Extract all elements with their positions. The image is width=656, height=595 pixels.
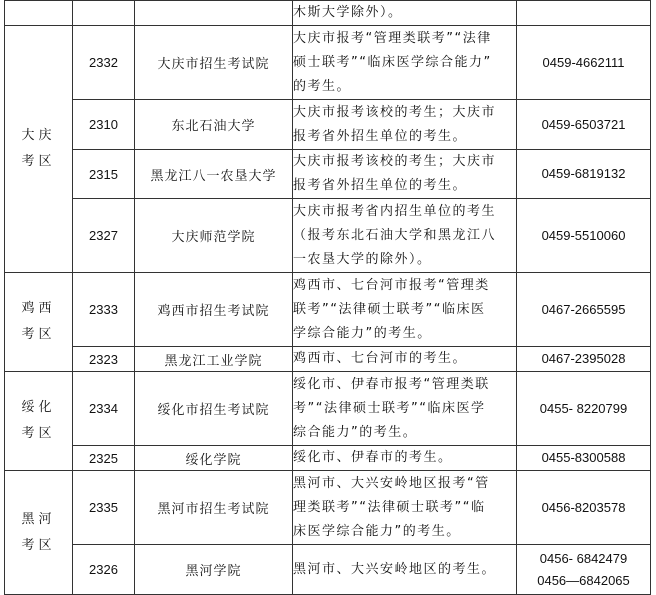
institution-cell: 绥化学院 bbox=[135, 446, 293, 471]
code-cell: 2327 bbox=[73, 199, 135, 273]
table-row bbox=[5, 545, 651, 595]
phone-cell: 0456-8203578 bbox=[517, 471, 651, 545]
description-cell: 黑河市、大兴安岭地区的考生。 bbox=[293, 545, 517, 595]
phone-cell: 0467-2395028 bbox=[517, 347, 651, 372]
phone-cell: 0455-8300588 bbox=[517, 446, 651, 471]
description-cell: 绥化市、伊春市的考生。 bbox=[293, 446, 517, 471]
region-label-line2: 考区 bbox=[21, 154, 56, 169]
code-cell: 2325 bbox=[73, 446, 135, 471]
institution-cell: 东北石油大学 bbox=[135, 100, 293, 150]
description-cell: 黑河市、大兴安岭地区报考“管 理类联考”“法律硕士联考”“临 床医学综合能力”的考生。 bbox=[293, 471, 517, 545]
institution-cell: 大庆市招生考试院 bbox=[135, 26, 293, 100]
phone-cell: 0459-6819132 bbox=[517, 150, 651, 199]
region-label-line1: 鸡西 bbox=[21, 301, 56, 316]
exam-sites-table bbox=[4, 0, 651, 595]
phone-cell: 0459-5510060 bbox=[517, 199, 651, 273]
phone-cell: 0455- 8220799 bbox=[517, 372, 651, 446]
institution-cell: 大庆师范学院 bbox=[135, 199, 293, 273]
description-cell: 大庆市报考该校的考生；大庆市 报考省外招生单位的考生。 bbox=[293, 150, 517, 199]
region-label-line1: 绥化 bbox=[21, 400, 56, 415]
table-row bbox=[5, 199, 651, 273]
region-cell-jixi bbox=[5, 273, 73, 372]
description-cell: 大庆市报考该校的考生；大庆市 报考省外招生单位的考生。 bbox=[293, 100, 517, 150]
code-cell: 2333 bbox=[73, 273, 135, 347]
code-cell: 2332 bbox=[73, 26, 135, 100]
top-note: 木斯大学除外）。 bbox=[293, 1, 517, 26]
institution-cell: 黑龙江八一农垦大学 bbox=[135, 150, 293, 199]
table-row bbox=[5, 150, 651, 199]
table-row bbox=[5, 26, 651, 100]
description-cell: 绥化市、伊春市报考“管理类联 考”“法律硕士联考”“临床医学 综合能力”的考生。 bbox=[293, 372, 517, 446]
region-label-line1: 黑河 bbox=[21, 511, 56, 527]
institution-cell: 黑龙江工业学院 bbox=[135, 347, 293, 372]
region-cell-heihe bbox=[5, 471, 73, 595]
table-row bbox=[5, 100, 651, 150]
code-cell: 2310 bbox=[73, 100, 135, 150]
region-label-line2: 考区 bbox=[21, 327, 56, 342]
phone-cell: 0459-6503721 bbox=[517, 100, 651, 150]
table-row bbox=[5, 372, 651, 446]
phone-cell: 0467-2665595 bbox=[517, 273, 651, 347]
code-cell: 2335 bbox=[73, 471, 135, 545]
table-row bbox=[5, 1, 651, 26]
code-cell: 2315 bbox=[73, 150, 135, 199]
institution-cell: 鸡西市招生考试院 bbox=[135, 273, 293, 347]
code-cell: 2334 bbox=[73, 372, 135, 446]
phone-line: 0456- 6842479 bbox=[539, 550, 628, 566]
phone-cell: 0459-4662111 bbox=[517, 26, 651, 100]
description-cell: 鸡西市、七台河市报考“管理类 联考”“法律硕士联考”“临床医 学综合能力”的考生。 bbox=[293, 273, 517, 347]
description-cell: 大庆市报考“管理类联考”“法律 硕士联考”“临床医学综合能力” 的考生。 bbox=[293, 26, 517, 100]
code-cell: 2323 bbox=[73, 347, 135, 372]
region-label-line1: 大庆 bbox=[21, 128, 56, 143]
region-cell-suihua bbox=[5, 372, 73, 471]
table-row bbox=[5, 471, 651, 545]
institution-cell: 黑河市招生考试院 bbox=[135, 471, 293, 545]
table-row bbox=[5, 273, 651, 347]
phone-cell bbox=[517, 545, 651, 595]
table-row bbox=[5, 347, 651, 372]
code-cell: 2326 bbox=[73, 545, 135, 595]
institution-cell: 黑河学院 bbox=[135, 545, 293, 595]
institution-cell: 绥化市招生考试院 bbox=[135, 372, 293, 446]
table-row bbox=[5, 446, 651, 471]
region-cell-empty bbox=[5, 1, 73, 26]
region-cell-daqing bbox=[5, 26, 73, 273]
description-cell: 大庆市报考省内招生单位的考生 （报考东北石油大学和黑龙江八 一农垦大学的除外）。 bbox=[293, 199, 517, 273]
phone-line: 0456—6842065 bbox=[537, 572, 630, 588]
description-cell: 鸡西市、七台河市的考生。 bbox=[293, 347, 517, 372]
region-label-line2: 考区 bbox=[21, 537, 56, 553]
region-label-line2: 考区 bbox=[21, 426, 56, 441]
